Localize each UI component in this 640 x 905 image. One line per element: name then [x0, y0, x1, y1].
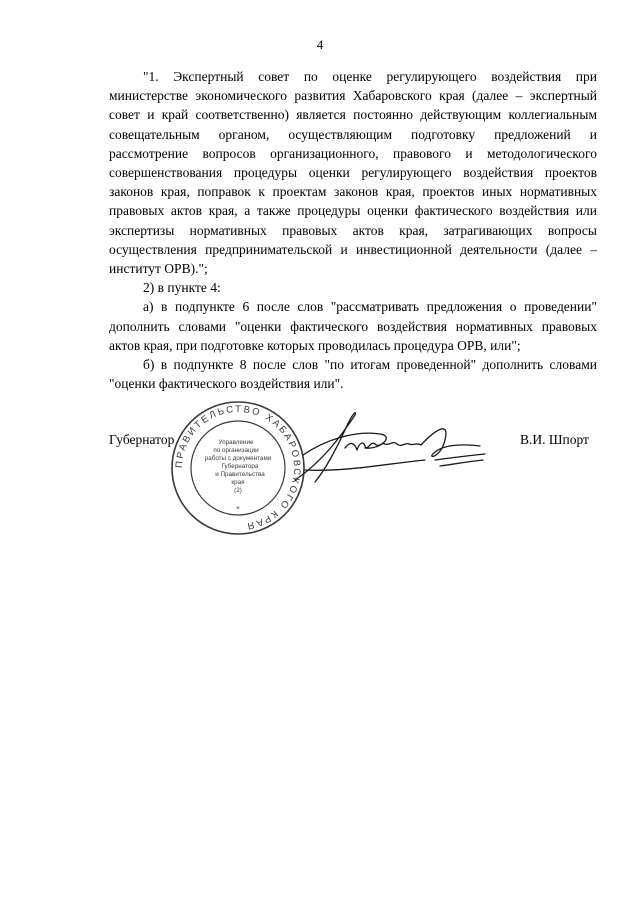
paragraph-subitem-b: б) в подпункте 8 после слов "по итогам проведенной" дополнить словами "оценки фактического воздействия или". — [109, 357, 597, 392]
svg-text:по организации: по организации — [213, 447, 259, 454]
svg-text:Губернатора: Губернатора — [221, 463, 259, 470]
paragraph-subitem-a: а) в подпункте 6 после слов "рассматривать предложения о проведении" дополнить словами "оценки фактического воздействия нормативных правовых актов края, при подготовке которых проводилась процедура ОРВ, или"; — [109, 299, 597, 353]
seal-inner-text — [205, 439, 272, 494]
signatory-position: Губернатор — [109, 432, 175, 447]
svg-text:и Правительства: и Правительства — [215, 471, 265, 478]
paragraph-item-2: 2) в пункте 4: — [143, 280, 221, 296]
signatory-name: В.И. Шпорт — [520, 432, 589, 447]
svg-text:работы с документами: работы с документами — [204, 455, 272, 462]
paragraph-expert-council: "1. Экспертный совет по оценке регулирующего воздействия при министерстве экономического развития Хабаровского края (далее – экспертный совет и край соответственно) является постоянно действующим коллегиальным совещательным органом, осуществляющим подготовку предложений и рассмотрение вопросов организационного, правового и методологического совершенствования процедуры оценки регулирующего воздействия проектов законов края, поправок к проектам законов края, проектов иных нормативных правовых актов края, а также процедуры оценки фактического воздействия или экспертизы нормативных правовых актов края, затрагивающих вопросы осуществления предпринимательской и инвестиционной деятельности (далее – институт ОРВ)."; — [109, 69, 597, 277]
seal-outer-text: ПРАВИТЕЛЬСТВО ХАБАРОВСКОГО КРАЯ — [173, 403, 303, 532]
seal-star-icon: * — [236, 505, 240, 513]
document-body — [109, 67, 597, 393]
svg-text:края: края — [231, 479, 245, 486]
svg-text:(2): (2) — [234, 487, 242, 494]
svg-text:Управление: Управление — [218, 439, 254, 446]
page-number: 4 — [316, 37, 324, 52]
handwritten-signature — [285, 400, 495, 490]
